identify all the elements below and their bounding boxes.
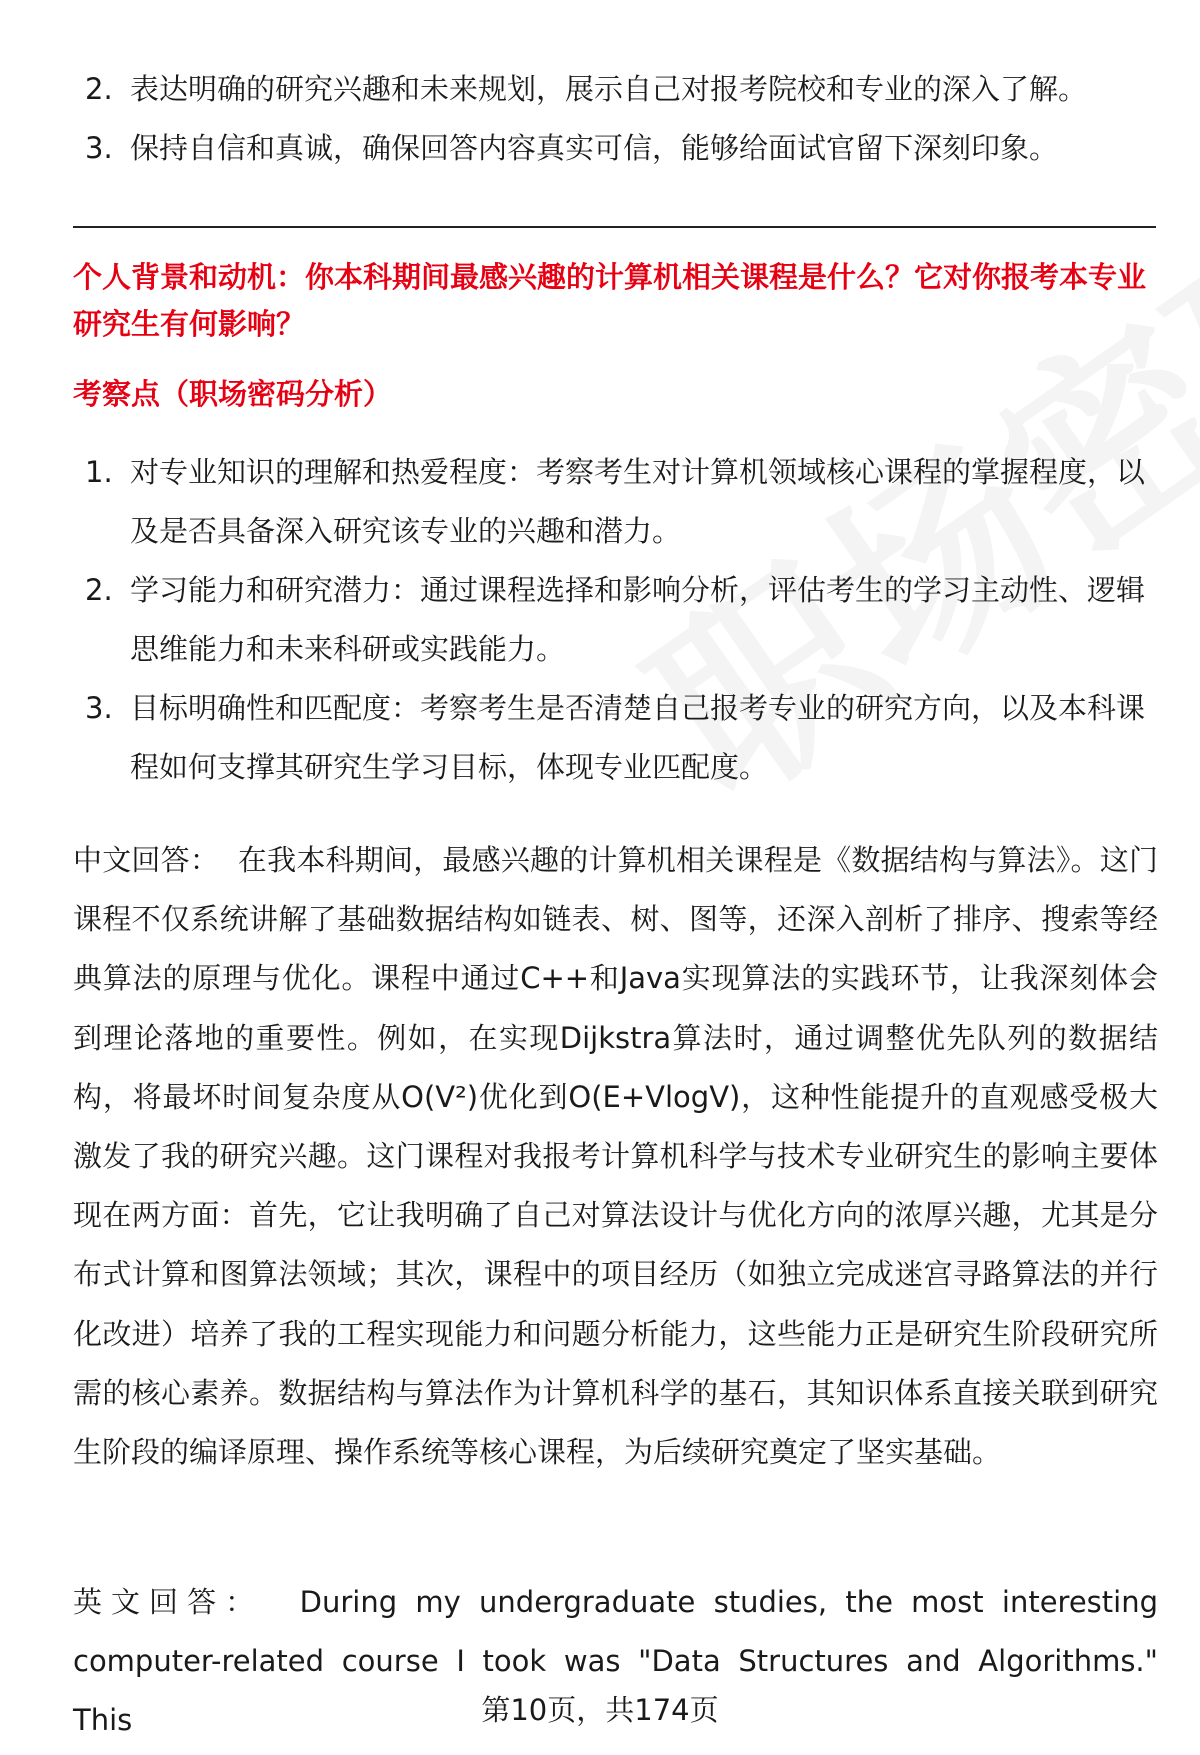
list-number: 3. [85,691,113,725]
list-item [75,443,1165,561]
chinese-answer [73,831,1158,1482]
list-number: 2. [85,72,113,106]
english-answer-text: During my undergraduate studies, the most interesting computer-related course I took was "Data Structures and Algorithms." This [73,1585,1158,1738]
list-text: 目标明确性和匹配度：考察考生是否清楚自己报考专业的研究方向，以及本科课程如何支撑其研究生学习目标，体现专业匹配度。 [130,691,1146,784]
list-text: 表达明确的研究兴趣和未来规划，展示自己对报考院校和专业的深入了解。 [130,72,1088,106]
assessment-points-list [75,443,1165,797]
chinese-answer-label: 中文回答： [73,843,220,877]
list-item [75,119,1165,178]
list-item [75,60,1165,119]
section-divider [73,226,1156,228]
list-number: 1. [85,455,113,489]
list-number: 3. [85,131,113,165]
english-answer-label: 英文回答： [73,1585,264,1619]
list-item [75,679,1165,797]
list-item [75,561,1165,679]
list-text: 学习能力和研究潜力：通过课程选择和影响分析，评估考生的学习主动性、逻辑思维能力和未来科研或实践能力。 [130,573,1146,666]
question-heading: 个人背景和动机：你本科期间最感兴趣的计算机相关课程是什么？它对你报考本专业研究生有何影响？ [73,260,1147,341]
chinese-answer-text: 在我本科期间，最感兴趣的计算机相关课程是《数据结构与算法》。这门课程不仅系统讲解了基础数据结构如链表、树、图等，还深入剖析了排序、搜索等经典算法的原理与优化。课程中通过C++和Java实现算法的实践环节，让我深刻体会到理论落地的重要性。例如，在实现Dijkstra算法时，通过调整优先队列的数据结构，将最坏时间复杂度从O(V²)优化到O(E+VlogV)，这种性能提升的直观感受极大激发了我的研究兴趣。这门课程对我报考计算机科学与技术专业研究生的影响主要体现在两方面：首先，它让我明确了自己对算法设计与优化方向的浓厚兴趣，尤其是分布式计算和图算法领域；其次，课程中的项目经历（如独立完成迷宫寻路算法的并行化改进）培养了我的工程实现能力和问题分析能力，这些能力正是研究生阶段研究所需的核心素养。数据结构与算法作为计算机科学的基石，其知识体系直接关联到研究生阶段的编译原理、操作系统等核心课程，为后续研究奠定了坚实基础。 [73,843,1158,1470]
page-footer: 第10页，共174页 [481,1693,719,1727]
tips-list [75,60,1165,178]
assessment-points-heading: 考察点（职场密码分析） [73,377,393,411]
list-text: 对专业知识的理解和热爱程度：考察考生对计算机领域核心课程的掌握程度，以及是否具备深入研究该专业的兴趣和潜力。 [130,455,1146,548]
list-number: 2. [85,573,113,607]
list-text: 保持自信和真诚，确保回答内容真实可信，能够给面试官留下深刻印象。 [130,131,1059,165]
